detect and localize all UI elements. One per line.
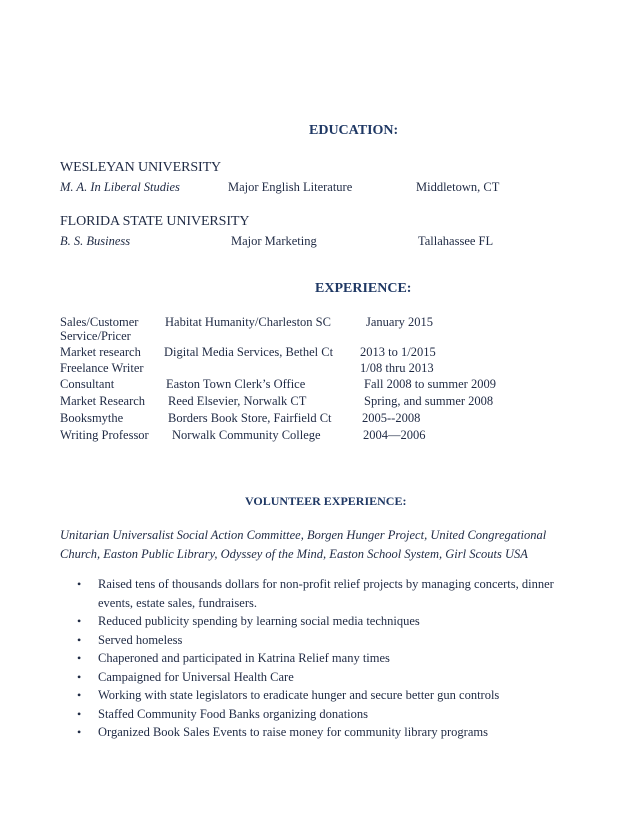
job-dates: 2005--2008 — [362, 411, 421, 425]
job-title: Sales/Customer — [60, 315, 139, 329]
bullet-text: Reduced publicity spending by learning social media techniques — [98, 614, 420, 628]
bullet-icon: • — [77, 651, 82, 665]
list-item — [60, 631, 560, 650]
list-item — [60, 705, 560, 724]
volunteer-organizations — [60, 526, 560, 564]
bullet-text: Served homeless — [98, 632, 183, 647]
job-title: Booksmythe — [60, 411, 124, 425]
school-name: FLORIDA STATE UNIVERSITY — [60, 214, 250, 229]
school-location: Middletown, CT — [416, 180, 500, 194]
bullet-text: Working with state legislators to eradicate hunger and secure better gun controls — [98, 688, 500, 702]
job-org: Norwalk Community College — [172, 428, 321, 442]
job-org: Digital Media Services, Bethel Ct — [164, 345, 334, 359]
list-item — [60, 686, 560, 705]
job-title: Market Research — [60, 394, 146, 408]
job-title: Service/Pricer — [60, 329, 131, 343]
job-title: Freelance Writer — [60, 361, 144, 375]
school-name: WESLEYAN UNIVERSITY — [60, 160, 222, 175]
bullet-text: Staffed Community Food Banks organizing donations — [98, 706, 369, 721]
bullet-text: Organized Book Sales Events to raise money for community library programs — [98, 725, 488, 739]
job-dates: Spring, and summer 2008 — [364, 394, 494, 408]
list-item — [60, 723, 560, 742]
job-org: Habitat Humanity/Charleston SC — [165, 315, 331, 329]
list-item — [60, 668, 560, 687]
school-major: Major Marketing — [231, 234, 317, 248]
job-org: Reed Elsevier, Norwalk CT — [168, 394, 307, 408]
volunteer-heading: VOLUNTEER EXPERIENCE: — [245, 494, 407, 508]
bullet-icon: • — [77, 632, 82, 647]
job-dates: 2004—2006 — [363, 428, 426, 442]
bullet-icon: • — [77, 614, 82, 628]
list-item — [60, 649, 560, 668]
bullet-icon: • — [77, 725, 82, 739]
job-dates: January 2015 — [366, 315, 433, 329]
school-major: Major English Literature — [228, 180, 353, 194]
school-location: Tallahassee FL — [418, 234, 494, 248]
job-org: Borders Book Store, Fairfield Ct — [168, 411, 332, 425]
bullet-icon: • — [77, 669, 82, 684]
bullet-text: Chaperoned and participated in Katrina Relief many times — [98, 651, 390, 665]
job-title: Writing Professor — [60, 428, 149, 442]
bullet-text: Campaigned for Universal Health Care — [98, 669, 294, 684]
bullet-text: Raised tens of thousands dollars for non-profit relief projects by managing concerts, dinner events, estate sales, fundraisers. — [98, 577, 554, 610]
education-heading: EDUCATION: — [309, 123, 399, 138]
volunteer-orgs-line: Unitarian Universalist Social Action Committee, Borgen Hunger Project, United Congregational — [60, 528, 547, 542]
job-title: Market research — [60, 345, 141, 359]
volunteer-orgs-line: Church, Easton Public Library, Odyssey of the Mind, Easton School System, Girl Scouts USA — [60, 547, 528, 561]
bullet-icon: • — [77, 577, 82, 591]
bullet-icon: • — [77, 688, 82, 702]
bullet-icon: • — [77, 706, 82, 721]
job-dates: 1/08 thru 2013 — [360, 361, 434, 375]
job-title: Consultant — [60, 377, 115, 391]
school-degree: B. S. Business — [60, 234, 131, 248]
experience-heading: EXPERIENCE: — [315, 281, 412, 296]
list-item — [60, 575, 560, 612]
school-degree: M. A. In Liberal Studies — [60, 180, 180, 194]
job-dates: 2013 to 1/2015 — [360, 345, 436, 359]
volunteer-bullets — [60, 575, 560, 742]
job-org: Easton Town Clerk’s Office — [166, 377, 306, 391]
job-dates: Fall 2008 to summer 2009 — [364, 377, 496, 391]
list-item — [60, 612, 560, 631]
